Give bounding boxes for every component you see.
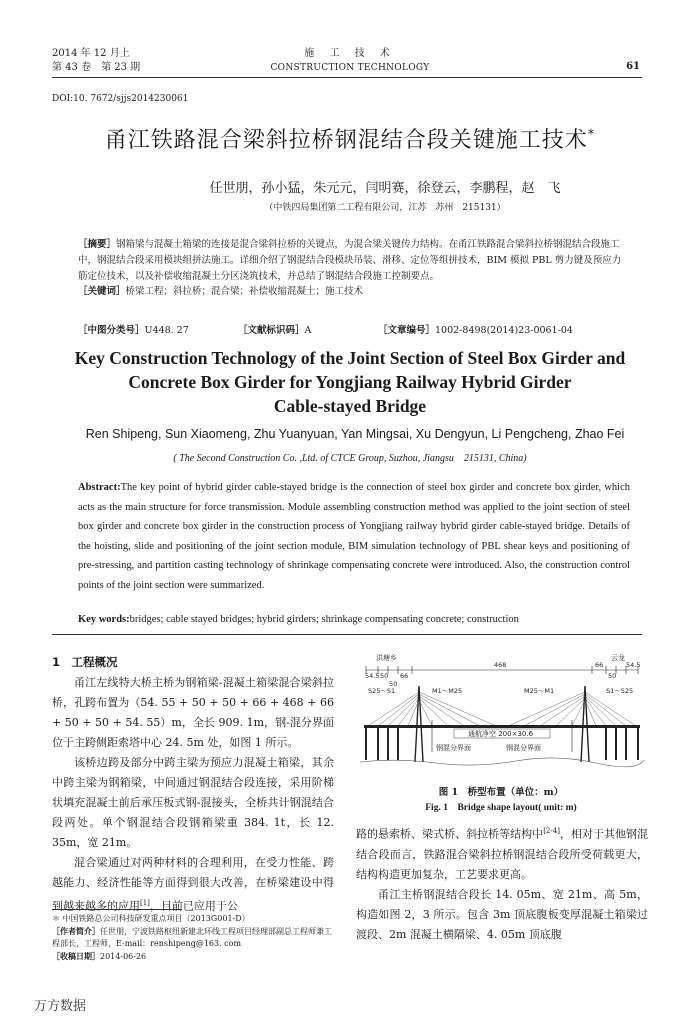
clearance-label: 通航净空 200×30.6: [468, 730, 534, 738]
affiliation-en: ( The Second Construction Co. ,Ltd. of CTCE Group, Suzhou, Jiangsu 215131, China): [173, 453, 527, 464]
paragraph-text: 路的悬索桥、梁式桥、斜拉桥等结构中: [356, 827, 544, 841]
dim-label: 50: [389, 680, 398, 688]
keywords-en-text: bridges; cable stayed bridges; hybrid girders; shrinkage compensating concrete; construction: [129, 614, 519, 625]
body-left-column: [52, 652, 334, 917]
interface-label: 钢混分界面: [436, 744, 471, 752]
received-date: [52, 950, 337, 963]
title-text: 甬江铁路混合梁斜拉桥钢混结合段关键施工技术: [104, 128, 588, 153]
stay-cables: [368, 692, 636, 726]
author-bio: [52, 925, 337, 950]
paragraph: 甬江左线特大桥主桥为钢箱梁-混凝土箱梁混合梁斜拉桥，孔跨布置为（54. 55 + 50 + 50 + 66 + 468 + 66 + 50 + 50 + 54. 55）m，全长 909. 1m，钢-混分界面位于主跨侧距索塔中心 24. 5m 处，如图 1 所示。: [52, 676, 334, 749]
watermark: 万方数据: [34, 999, 87, 1014]
section-separator: [52, 634, 642, 635]
header-rule: [52, 77, 642, 78]
section-heading: 1 工程概况: [52, 655, 118, 669]
bridge-diagram: [356, 650, 646, 782]
abstract-en-text: The key point of hybrid girder cable-stayed bridge is the connection of steel box girder and concrete box girder, which acts as the main structure for force transmission. Module assembling construction method was applied to the joint section of steel box girder and concrete box girder in the construction process of Yongjiang railway hybrid girder cable-stayed bridge. Details of the hoisting, slide and positioning of the joint section module, BIM simulation technology of PBL shear keys and positioning of pre-stressing, and partition casting technology of shrinkage compensating concrete were introduced. Also, the construction control points of the joint section were summarized.: [78, 482, 630, 591]
keywords-en-label: Key words:: [78, 614, 130, 625]
fund-note: ＊ 中国铁路总公司科技研发重点项目（2013G001-D）: [52, 914, 250, 923]
paragraph: 该桥边跨及部分中跨主梁为预应力混凝土箱梁，其余中跨主梁为钢箱梁，中间通过钢混结合段连接，采用阶梯状填充混凝土前后承压板式钢-混接头，全桥共计钢混结合段两处。单个钢混结合段钢箱梁重 384. 1t，长 12. 35m，宽 21m。: [52, 756, 334, 849]
paragraph-text: ，目前已应用于公: [149, 899, 238, 913]
abstract-cn: [78, 237, 630, 300]
keywords-cn-label: ［关键词］: [78, 286, 126, 298]
left-town-label: 洪塘乡: [376, 654, 397, 662]
title-footnote-mark: *: [587, 127, 596, 143]
keywords-en: [78, 614, 630, 625]
article-number-value: 1002-8498(2014)23-0061-04: [435, 325, 573, 336]
paragraph: [356, 821, 648, 885]
authors-cn: 任世朋，孙小猛，朱元元，闫明赛，徐登云，李鹏程，赵 飞: [209, 181, 561, 196]
dim-label: 66: [595, 661, 604, 669]
clc-value: U448. 27: [144, 325, 189, 336]
article-title-en: [50, 346, 650, 418]
figure-caption-cn: 图 1 桥型布置（单位：m）: [438, 787, 564, 798]
author-bio-text: 任世朋，宁波铁路枢纽新建北环线工程项目经理部副总工程师兼工程部长，工程师，E-mail：renshipeng@163. com: [52, 927, 332, 948]
page-number: 61: [626, 61, 640, 72]
keywords-cn-text: 桥梁工程；斜拉桥；混合梁；补偿收缩混凝土；施工技术: [125, 286, 364, 298]
body-right-column: [356, 821, 648, 945]
doc-code-value: A: [304, 325, 312, 336]
article-number-label: ［文章编号］: [378, 325, 436, 336]
interface-label: 钢混分界面: [506, 744, 541, 752]
cable-label: S1～S25: [606, 687, 634, 695]
doi: DOI:10. 7672/sjjs2014230061: [52, 94, 189, 104]
running-header-center: [250, 47, 450, 75]
figure-caption-en: Fig. 1 Bridge shape layout( unit: m): [425, 803, 577, 813]
cable-label: S25～S1: [368, 687, 396, 695]
abstract-cn-label: ［摘要］: [78, 239, 117, 250]
affiliation-cn: （中铁四局集团第二工程有限公司，江苏 苏州 215131）: [264, 203, 506, 213]
title-en-line-1: Key Construction Technology of the Joint Section of Steel Box Girder and: [74, 348, 626, 368]
dim-label: 66: [400, 672, 409, 680]
cable-label: M25～M1: [524, 687, 555, 695]
figure-bridge-layout: [356, 650, 646, 782]
received-date-value: 2014-06-26: [100, 952, 147, 961]
dim-label: 54.5: [365, 672, 380, 680]
issue-date: 2014 年 12 月上: [52, 48, 130, 59]
footnote: [52, 913, 337, 963]
title-en-line-2: Concrete Box Girder for Yongjiang Railway Hybrid Girder: [128, 372, 572, 392]
article-title-cn: [30, 123, 670, 154]
received-date-label: ［收稿日期］: [52, 951, 100, 961]
right-town-label: 云龙: [611, 654, 625, 662]
citation: [1]: [140, 899, 150, 907]
footnote-rule: [52, 909, 182, 910]
paragraph: [52, 853, 334, 917]
title-en-line-3: Cable-stayed Bridge: [273, 396, 427, 416]
journal-name-en: CONSTRUCTION TECHNOLOGY: [270, 63, 430, 73]
clc-label: ［中图分类号］: [78, 325, 145, 336]
running-header-left: [52, 47, 140, 75]
abstract-en-label: Abstract:: [78, 482, 121, 493]
issue-volume: 第 43 卷 第 23 期: [52, 62, 141, 73]
dim-label: 54.5: [626, 661, 641, 669]
ground-line: [360, 758, 644, 767]
paragraph-text: 混合梁通过对两种材料的合理利用，在受力性能、跨越能力、经济性能等方面得到很大改善，在桥梁建设中得到越来越多的应用: [52, 856, 334, 913]
abstract-en: [78, 478, 630, 595]
cable-label: M1～M25: [432, 687, 463, 695]
journal-name-cn: 施 工 技 术: [304, 48, 396, 59]
bridge-deck: [364, 725, 640, 728]
paragraph-text: ，相对于其他钢混结合段而言，铁路混合梁斜拉桥钢混结合段所受荷载更大，结构构造更加复杂，工艺要求更高。: [356, 827, 649, 881]
paragraph: 甬江主桥钢混结合段长 14. 05m、宽 21m、高 5m，构造如图 2，3 所示。包含 3m 顶底腹板变厚混凝土箱梁过渡段、2m 混凝土横隔梁、4. 05m 顶底腹: [356, 887, 648, 941]
doc-code-label: ［文献标识码］: [238, 325, 305, 336]
dim-label: 468: [494, 661, 507, 669]
authors-en: Ren Shipeng, Sun Xiaomeng, Zhu Yuanyuan, Yan Mingsai, Xu Dengyun, Li Pengcheng, Zhao Fei: [85, 427, 625, 441]
dim-label: 50: [380, 672, 389, 680]
author-bio-label: ［作者简介］: [52, 926, 100, 936]
citation: [2-4]: [543, 827, 560, 835]
dim-label: 50: [608, 672, 617, 680]
abstract-cn-text: 钢箱梁与混凝土箱梁的连接是混合梁斜拉桥的关键点，为混合梁关键传力结构。在甬江铁路混合梁斜拉桥钢混结合段施工中，钢混结合段采用模块组拼法施工。详细介绍了钢混结合段模块吊装、滑移、定位等组拼技术，BIM 模拟 PBL 剪力键及预应力筋定位技术，以及补偿收缩混凝土分区浇筑技术，并总结了钢混结合段施工控制要点。: [78, 239, 622, 282]
